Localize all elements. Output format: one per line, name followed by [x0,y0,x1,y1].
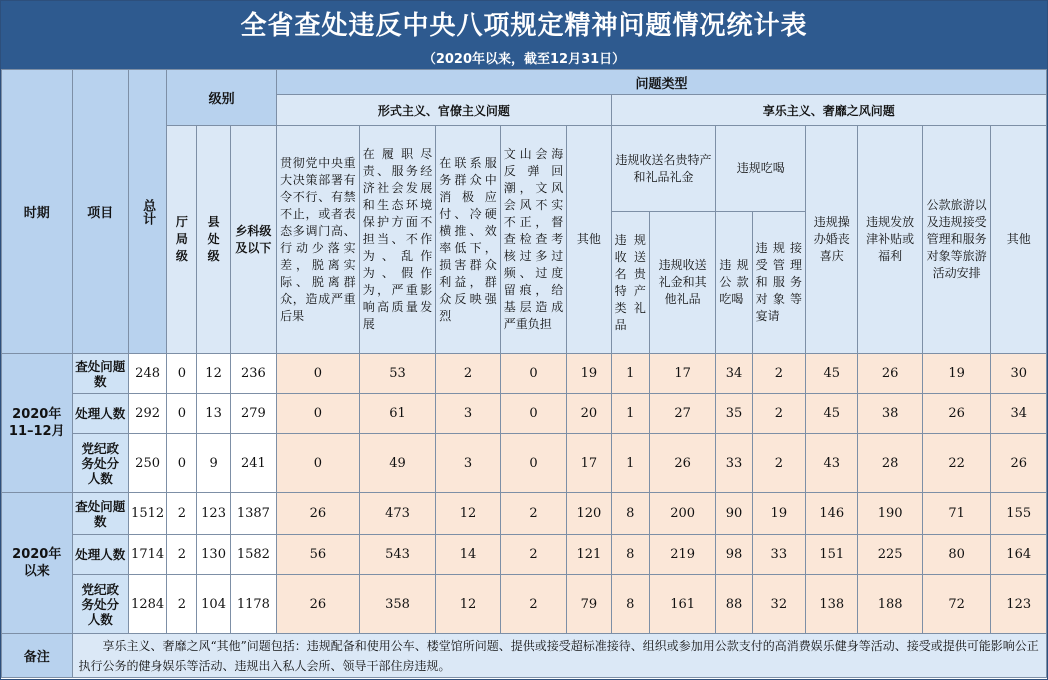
cell-hedonism-1: 146 [806,493,858,535]
cell-hedonism-2: 188 [858,575,922,634]
table-row [2,493,1047,535]
cell-formalism-3: 3 [436,394,500,434]
cell-formalism-4: 2 [500,535,567,575]
cell-level-ting: 2 [167,575,197,634]
cell-formalism-4: 2 [500,575,567,634]
header-hedonism: 享乐主义、奢靡之风问题 [611,95,1046,126]
header-total [128,70,166,354]
page-title: 全省查处违反中央八项规定精神问题情况统计表 [1,1,1047,45]
header-hedonism-col-2 [858,126,922,354]
cell-hedonism-1: 151 [806,535,858,575]
cell-dining-1: 98 [716,535,752,575]
cell-hedonism-other: 123 [991,575,1047,634]
header-gift-group [611,126,716,212]
cell-level-ting: 2 [167,493,197,535]
cell-gift-2: 17 [649,354,716,394]
header-level-xian [197,126,230,354]
header-period: 时期 [2,70,73,354]
cell-dining-2: 32 [752,575,805,634]
header-level-ting-label: 厅局级 [175,215,188,263]
header-level-xian-label: 县处级 [207,215,220,263]
header-dining-col-2 [752,212,805,354]
header-problem-types: 问题类型 [277,70,1047,95]
header-hedonism-col-2-text: 违规发放津补贴或福利 [866,215,915,263]
cell-hedonism-2: 190 [858,493,922,535]
header-gift-col-1 [611,212,649,354]
note-row [2,634,1047,678]
cell-dining-2: 2 [752,394,805,434]
cell-hedonism-3: 19 [922,354,991,394]
cell-formalism-1: 26 [277,493,360,535]
cell-formalism-other: 17 [567,434,611,493]
row-item-label [72,434,128,493]
cell-formalism-4: 0 [500,434,567,493]
cell-hedonism-other: 155 [991,493,1047,535]
cell-hedonism-3: 71 [922,493,991,535]
cell-formalism-3: 3 [436,434,500,493]
row-item-label [72,575,128,634]
table-row [2,575,1047,634]
cell-gift-2: 27 [649,394,716,434]
header-formalism-col-2 [359,126,436,354]
cell-total: 250 [128,434,166,493]
cell-gift-1: 1 [611,354,649,394]
header-level-xiang [230,126,276,354]
header-formalism-col-1-text: 贯彻党中央重大决策部署有令不行、有禁不止，或者表态多调门高、行动少落实差，脱离实际、脱离群众，造成严重后果 [280,155,356,323]
cell-dining-1: 35 [716,394,752,434]
row-item-label-text: 党纪政务处分人数 [81,440,119,486]
cell-formalism-1: 0 [277,434,360,493]
cell-level-xian: 12 [197,354,230,394]
row-item-label: 查处问题数 [72,354,128,394]
cell-hedonism-1: 138 [806,575,858,634]
cell-formalism-1: 26 [277,575,360,634]
header-hedonism-col-3-text: 公款旅游以及违规接受管理和服务对象等旅游活动安排 [926,198,987,280]
cell-level-ting: 0 [167,394,197,434]
cell-hedonism-2: 28 [858,434,922,493]
header-dining-group: 违规吃喝 [716,126,806,212]
cell-formalism-3: 12 [436,493,500,535]
cell-level-xian: 123 [197,493,230,535]
cell-level-xian: 104 [197,575,230,634]
cell-hedonism-1: 45 [806,394,858,434]
cell-level-xian: 130 [197,535,230,575]
cell-formalism-3: 12 [436,575,500,634]
cell-formalism-2: 543 [359,535,436,575]
header-level: 级别 [167,70,277,126]
cell-gift-2: 161 [649,575,716,634]
header-gift-col-2-text: 违规收送礼金和其他礼品 [658,258,707,306]
cell-formalism-other: 79 [567,575,611,634]
cell-hedonism-1: 45 [806,354,858,394]
row-item-label: 处理人数 [72,535,128,575]
cell-hedonism-3: 26 [922,394,991,434]
cell-formalism-other: 121 [567,535,611,575]
cell-level-xian: 9 [197,434,230,493]
cell-hedonism-3: 22 [922,434,991,493]
cell-formalism-1: 0 [277,354,360,394]
period-label [2,493,73,634]
cell-level-ting: 2 [167,535,197,575]
cell-total: 248 [128,354,166,394]
header-gift-group-text: 违规收送名贵特产和礼品礼金 [615,152,712,184]
cell-dining-1: 34 [716,354,752,394]
cell-gift-1: 8 [611,535,649,575]
cell-dining-2: 2 [752,354,805,394]
header-hedonism-col-3 [922,126,991,354]
header-formalism-col-2-text: 在履职尽责、服务经济社会发展和生态环境保护方面不担当、不作为、乱作为、假作为，严重影响高质量发展 [362,147,433,331]
cell-formalism-2: 49 [359,434,436,493]
cell-gift-1: 1 [611,434,649,493]
header-gift-col-1-text: 违规收送名贵特产类礼品 [614,232,646,332]
header-hedonism-col-1-text: 违规操办婚丧喜庆 [813,215,850,263]
header-dining-col-1-text: 违规公款吃喝 [719,258,749,306]
header-level-xiang-label: 乡科级及以下 [235,223,272,255]
cell-hedonism-1: 43 [806,434,858,493]
header-total-label: 总计 [140,198,156,225]
cell-dining-1: 33 [716,434,752,493]
cell-formalism-1: 56 [277,535,360,575]
cell-level-xiang: 279 [230,394,276,434]
cell-hedonism-3: 80 [922,535,991,575]
cell-level-ting: 0 [167,354,197,394]
cell-level-xiang: 1178 [230,575,276,634]
cell-formalism-3: 2 [436,354,500,394]
table-row [2,354,1047,394]
cell-hedonism-other: 34 [991,394,1047,434]
header-formalism-col-1 [277,126,360,354]
header-dining-col-1 [716,212,752,354]
table-row [2,535,1047,575]
header-formalism-col-4-text: 文山会海反弹回潮，文风会风不实不正，督查检查考核过多过频、过度留痕，给基层造成严重负担 [503,147,564,331]
cell-formalism-4: 2 [500,493,567,535]
cell-hedonism-other: 164 [991,535,1047,575]
header-formalism-other: 其他 [567,126,611,354]
cell-formalism-2: 53 [359,354,436,394]
cell-level-xiang: 1582 [230,535,276,575]
cell-formalism-2: 61 [359,394,436,434]
header-formalism-col-3-text: 在联系服务群众中消极应付、冷硬横推、效率低下，损害群众利益，群众反映强烈 [439,155,497,323]
note-text: 享乐主义、奢靡之风“其他”问题包括：违规配备和使用公车、楼堂馆所问题、提供或接受超标准接待、组织或参加用公款支付的高消费娱乐健身等活动、接受或提供可能影响公正执行公务的健身娱乐等活动、违规出入私人会所、领导干部住房违规。 [72,634,1046,678]
cell-dining-2: 33 [752,535,805,575]
cell-level-xian: 13 [197,394,230,434]
cell-formalism-2: 473 [359,493,436,535]
cell-level-xiang: 241 [230,434,276,493]
cell-total: 1284 [128,575,166,634]
cell-formalism-3: 14 [436,535,500,575]
period-label: 2020年11–12月 [2,354,73,493]
page-subtitle: （2020年以来，截至12月31日） [1,45,1047,69]
cell-formalism-1: 0 [277,394,360,434]
cell-hedonism-other: 26 [991,434,1047,493]
cell-formalism-4: 0 [500,354,567,394]
row-item-label-text: 党纪政务处分人数 [81,581,119,627]
row-item-label: 查处问题数 [72,493,128,535]
table-row [2,434,1047,493]
cell-gift-2: 200 [649,493,716,535]
cell-dining-2: 19 [752,493,805,535]
header-gift-col-2 [649,212,716,354]
cell-level-ting: 0 [167,434,197,493]
cell-hedonism-2: 225 [858,535,922,575]
header-hedonism-other: 其他 [991,126,1047,354]
cell-total: 1512 [128,493,166,535]
cell-hedonism-2: 38 [858,394,922,434]
table-row [2,394,1047,434]
cell-formalism-other: 120 [567,493,611,535]
cell-hedonism-other: 30 [991,354,1047,394]
cell-formalism-other: 20 [567,394,611,434]
cell-dining-1: 90 [716,493,752,535]
cell-gift-2: 219 [649,535,716,575]
period-label-text: 2020年以来 [12,547,62,579]
header-formalism: 形式主义、官僚主义问题 [277,95,612,126]
header-hedonism-col-1 [806,126,858,354]
cell-total: 292 [128,394,166,434]
cell-gift-1: 8 [611,575,649,634]
row-item-label: 处理人数 [72,394,128,434]
cell-gift-1: 8 [611,493,649,535]
cell-gift-1: 1 [611,394,649,434]
cell-level-xiang: 1387 [230,493,276,535]
header-level-ting [167,126,197,354]
statistics-table [1,69,1047,678]
header-formalism-col-4 [500,126,567,354]
cell-level-xiang: 236 [230,354,276,394]
cell-gift-2: 26 [649,434,716,493]
note-label: 备注 [2,634,73,678]
cell-formalism-2: 358 [359,575,436,634]
header-item: 项目 [72,70,128,354]
cell-dining-1: 88 [716,575,752,634]
cell-dining-2: 2 [752,434,805,493]
header-dining-col-2-text: 违规接受管理和服务对象等宴请 [755,241,803,323]
cell-total: 1714 [128,535,166,575]
cell-formalism-4: 0 [500,394,567,434]
cell-formalism-other: 19 [567,354,611,394]
cell-hedonism-2: 26 [858,354,922,394]
cell-hedonism-3: 72 [922,575,991,634]
header-formalism-col-3 [436,126,500,354]
